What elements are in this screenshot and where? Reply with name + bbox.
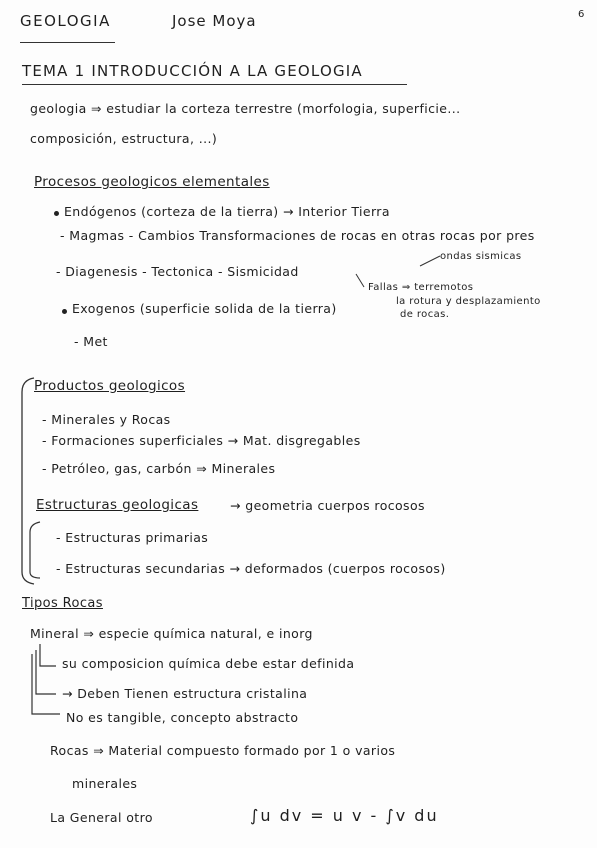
- productos-item-3: - Petróleo, gas, carbón ⇒ Minerales: [42, 461, 276, 476]
- productos-bracket: [22, 378, 34, 584]
- rocas-line: Rocas ⇒ Material compuesto formado por 1 o varios: [50, 743, 396, 758]
- general-line: La General otro: [50, 810, 153, 825]
- estructuras-title: Estructuras geologicas: [36, 497, 199, 513]
- tipos-title: Tipos Rocas: [22, 596, 103, 611]
- estructuras-item-2: - Estructuras secundarias → deformados (cuerpos rocosos): [56, 561, 446, 576]
- topic-title: TEMA 1 INTRODUCCIÓN A LA GEOLOGIA: [22, 62, 363, 80]
- estructuras-item-1: - Estructuras primarias: [56, 530, 209, 545]
- met-line: - Met: [74, 334, 108, 349]
- productos-item-2: - Formaciones superficiales → Mat. disgregables: [42, 433, 361, 448]
- definition-line-1: geologia ⇒ estudiar la corteza terrestre (morfologia, superficie...: [30, 101, 461, 116]
- mineral-line: Mineral ⇒ especie química natural, e inorg: [30, 626, 313, 641]
- rotura-note: la rotura y desplazamiento: [396, 296, 541, 307]
- composicion-line: su composicion química debe estar definida: [62, 656, 355, 671]
- rocas-note: de rocas.: [400, 309, 450, 320]
- estructuras-bracket: [30, 522, 40, 578]
- integration-formula: ∫u dv = u v - ∫v du: [250, 806, 439, 825]
- fallas-note: Fallas ⇒ terremotos: [368, 282, 474, 293]
- author-name: Jose Moya: [172, 12, 257, 30]
- procesos-title: Procesos geologicos elementales: [34, 174, 270, 190]
- diagenesis-line: - Diagenesis - Tectonica - Sismicidad: [56, 264, 299, 279]
- estructura-line: → Deben Tienen estructura cristalina: [62, 686, 308, 701]
- tangible-line: No es tangible, concepto abstracto: [66, 710, 299, 725]
- minerales-line: minerales: [72, 776, 138, 791]
- exogenos-line: Exogenos (superficie solida de la tierra): [72, 301, 337, 316]
- page-number: 6: [578, 9, 585, 20]
- subject-title: GEOLOGIA: [20, 12, 111, 30]
- mineral-arrow-2: [36, 650, 56, 694]
- estructuras-desc: → geometria cuerpos rocosos: [230, 498, 425, 513]
- definition-line-2: composición, estructura, ...): [30, 131, 218, 146]
- endogenos-line: Endógenos (corteza de la tierra) → Interior Tierra: [64, 204, 390, 219]
- mineral-arrow-1: [40, 644, 56, 666]
- productos-item-1: - Minerales y Rocas: [42, 412, 171, 427]
- fallas-arrow: [356, 274, 364, 287]
- ondas-note: ondas sismicas: [440, 251, 522, 262]
- ondas-arrow: [420, 256, 440, 266]
- magmas-line: - Magmas - Cambios Transformaciones de rocas en otras rocas por pres: [60, 228, 535, 243]
- productos-title: Productos geologicos: [34, 378, 186, 394]
